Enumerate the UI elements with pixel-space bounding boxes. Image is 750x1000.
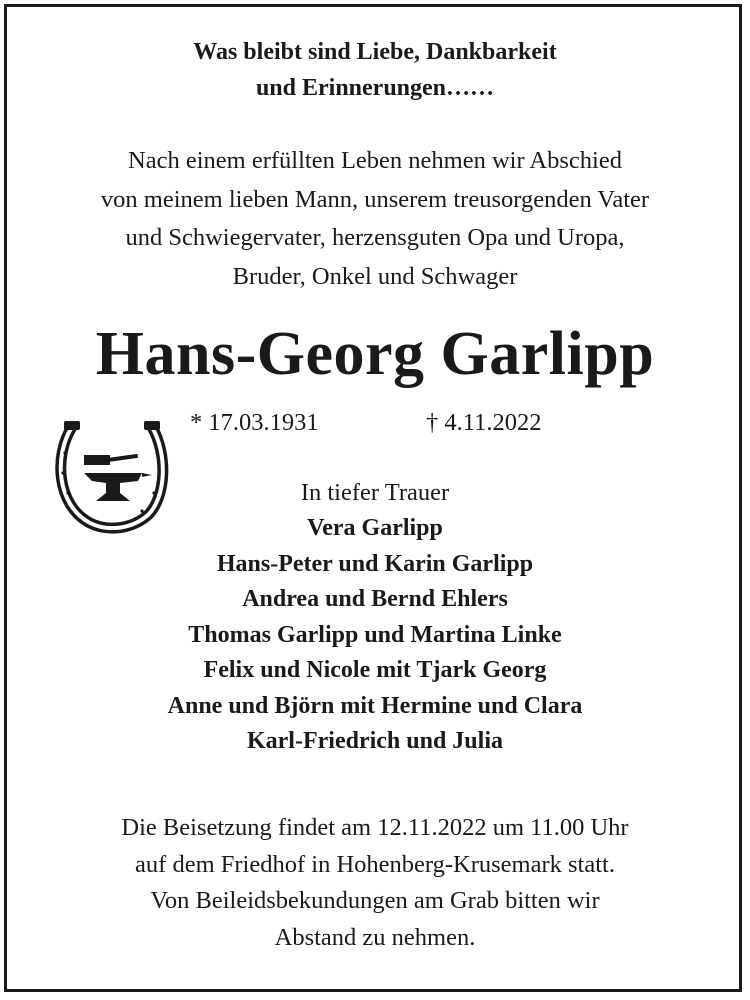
motto [0, 34, 750, 106]
mourner-entry: Karl-Friedrich und Julia [246, 728, 503, 754]
mourner-entry: Thomas Garlipp und Martina Linke [188, 621, 562, 648]
intro-line: von meinem lieben Mann, unserem treusorgenden Vater [100, 185, 650, 213]
intro-line: Nach einem erfüllten Leben nehmen wir Abschied [128, 147, 622, 174]
mourning-heading: In tiefer Trauer [300, 479, 450, 506]
notice-line: Abstand zu nehmen. [274, 923, 476, 951]
motto-line: und Erinnerungen…… [255, 75, 495, 101]
intro-text [0, 142, 750, 296]
notice-line: Die Beisetzung findet am 12.11.2022 um 11.00 Uhr [121, 814, 629, 841]
deceased-name: Hans-Georg Garlipp [95, 320, 655, 388]
mourner-entry: Vera Garlipp [307, 515, 443, 541]
death-date: † 4.11.2022 [426, 409, 542, 436]
mourner-entry: Felix und Nicole mit Tjark Georg [203, 657, 547, 683]
mourner-entry: Anne und Björn mit Hermine und Clara [167, 692, 583, 719]
notice-line: Von Beileidsbekundungen am Grab bitten wir [150, 887, 600, 914]
mourner-entry: Andrea und Bernd Ehlers [242, 586, 508, 612]
intro-line: und Schwiegervater, herzensguten Opa und Uropa, [125, 224, 625, 251]
funeral-notice [0, 810, 750, 956]
notice-line: auf dem Friedhof in Hohenberg-Krusemark statt. [135, 850, 615, 878]
mourners-list [0, 511, 750, 760]
birth-date: * 17.03.1931 [190, 409, 319, 436]
mourner-entry: Hans-Peter und Karin Garlipp [216, 550, 534, 577]
motto-line: Was bleibt sind Liebe, Dankbarkeit [193, 39, 557, 65]
intro-line: Bruder, Onkel und Schwager [232, 262, 518, 290]
